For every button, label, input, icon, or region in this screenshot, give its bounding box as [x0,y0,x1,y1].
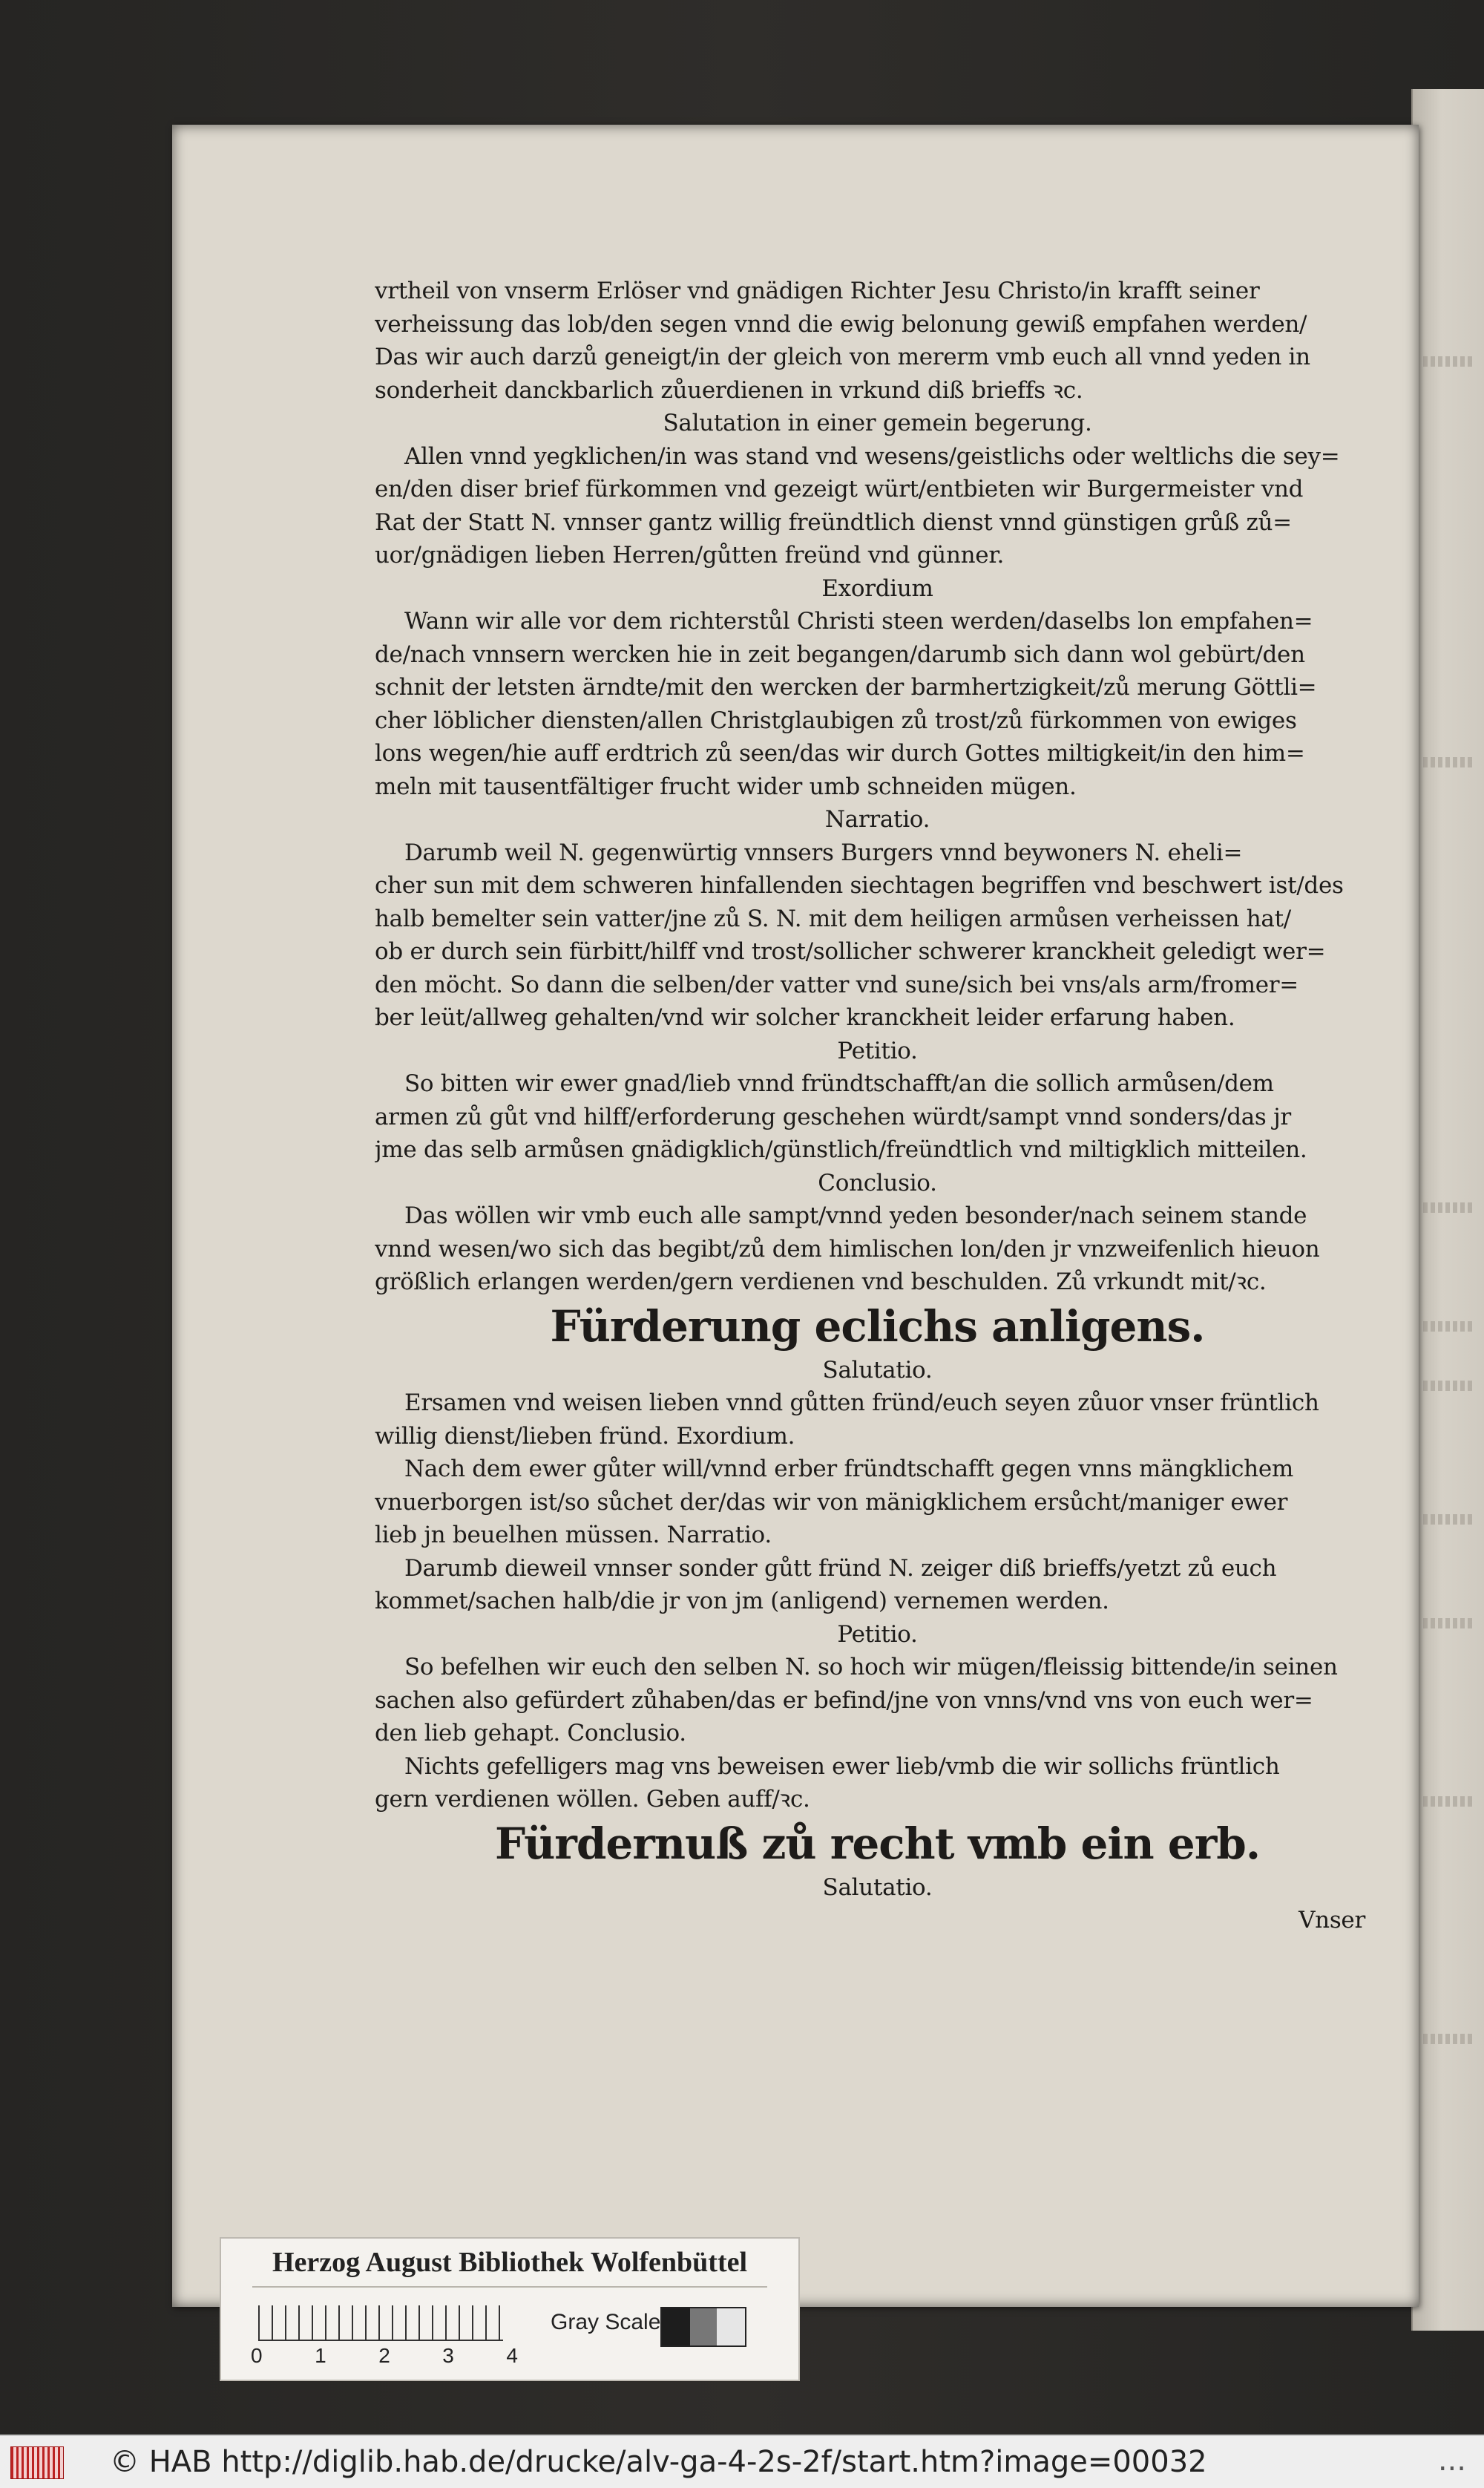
text-line: jme das selb armůsen gnädigklich/günstlich/freündtlich vnd miltigklich mitteilen. [375,1136,1307,1163]
section-label: Conclusio. [818,1169,937,1196]
catchword: Vnser [1298,1907,1365,1934]
text-line: Nichts gefelligers mag vns beweisen ewer lieb/vmb die wir sollichs früntlich [404,1752,1280,1780]
text-line: Darumb dieweil vnnser sonder gůtt fründ N. zeiger diß brieffs/yetzt zů euch [404,1554,1277,1582]
bleed-through-text [1423,1514,1475,1525]
hab-logo-icon [10,2446,64,2479]
adjacent-page-edge [1411,89,1484,2331]
bleed-through-text [1423,356,1475,367]
gray-scale-label: Gray Scale [551,2310,661,2334]
section-label: Salutation in einer gemein begerung. [663,410,1092,436]
text-line: Allen vnnd yegklichen/in was stand vnd wesens/geistlichs oder weltlichs die sey= [404,442,1340,470]
gray-scale-swatch [660,2307,746,2347]
text-line: kommet/sachen halb/die jr von jm (anligend) vernemen werden. [375,1588,1109,1614]
label-divider [252,2286,767,2288]
text-line: uor/gnädigen lieben Herren/gůtten freünd vnd günner. [375,542,1004,569]
text-line: sonderheit danckbarlich zůuerdienen in vrkund diß brieffs ꝛc. [375,376,1083,404]
text-line: lons wegen/hie auff erdtrich zů seen/das wir durch Gottes miltigkeit/in den him= [375,740,1305,767]
text-line: Nach dem ewer gůter will/vnnd erber fründtschafft gegen vnns mängklichem [404,1456,1293,1482]
ruler-numbers [251,2344,518,2368]
text-line: ber leüt/allweg gehalten/vnd wir solcher kranckheit leider erfarung haben. [375,1004,1235,1031]
library-label-card [220,2237,800,2381]
text-line: en/den diser brief fürkommen vnd gezeigt würt/entbieten wir Burgermeister vnd [375,476,1304,502]
section-label: Salutatio. [822,1873,933,1901]
bleed-through-text [1423,1321,1475,1332]
text-line: Ersamen vnd weisen lieben vnnd gůtten fründ/euch seyen zůuor vnser früntlich [404,1389,1319,1416]
text-line: vrtheil von vnserm Erlöser vnd gnädigen Richter Jesu Christo/in krafft seiner [375,278,1260,304]
text-line: den lieb gehapt. Conclusio. [375,1720,686,1746]
bleed-through-text [1423,1796,1475,1807]
text-line: verheissung das lob/den segen vnnd die ewig belonung gewiß empfahen werden/ [375,310,1307,338]
text-line: armen zů gůt vnd hilff/erforderung geschehen würdt/sampt vnnd sonders/das jr [375,1103,1291,1130]
bleed-through-text [1423,2034,1475,2044]
bleed-through-text [1423,1381,1475,1391]
ruler-number: 4 [506,2344,518,2367]
text-line: Das wöllen wir vmb euch alle sampt/vnnd yeden besonder/nach seinem stande [404,1202,1307,1229]
section-label: Salutatio. [822,1356,933,1384]
section-label: Petitio. [837,1037,918,1064]
source-url-link[interactable]: © HAB http://diglib.hab.de/drucke/alv-ga-4-2s-2f/start.htm?image=00032 [110,2445,1207,2479]
text-line: So bitten wir ewer gnad/lieb vnnd fründtschafft/an die sollich armůsen/dem [404,1070,1274,1097]
ruler-number: 0 [251,2344,263,2367]
text-line: größlich erlangen werden/gern verdienen vnd beschulden. Zů vrkundt mit/ꝛc. [375,1268,1267,1295]
scale-ruler [258,2305,503,2341]
more-options-icon[interactable]: ... [1437,2443,1466,2478]
text-line: vnnd wesen/wo sich das begibt/zů dem himlischen lon/den jr vnzweifenlich hieuon [375,1235,1320,1263]
text-line: willig dienst/lieben fründ. Exordium. [375,1422,795,1450]
text-line: cher sun mit dem schweren hinfallenden siechtagen begriffen vnd beschwert ist/des [375,872,1344,899]
status-bar [0,2435,1484,2488]
text-line: Wann wir alle vor dem richterstůl Christi steen werden/daselbs lon empfahen= [404,608,1313,635]
text-line: lieb jn beuelhen müssen. Narratio. [375,1522,772,1548]
ruler-number: 3 [442,2344,454,2367]
text-line: sachen also gefürdert zůhaben/das er befind/jne von vnns/vnd vns von euch wer= [375,1686,1313,1714]
text-line: meln mit tausentfältiger frucht wider umb schneiden mügen. [375,773,1077,800]
text-line: Rat der Statt N. vnnser gantz willig freündtlich dienst vnnd günstigen grůß zů= [375,508,1292,536]
section-heading: Fürderung eclichs anligens. [550,1300,1205,1352]
ruler-number: 1 [315,2344,326,2367]
ruler-number: 2 [378,2344,390,2367]
text-line: ob er durch sein fürbitt/hilff vnd trost/sollicher schwerer kranckheit geledigt wer= [375,938,1326,965]
text-line: schnit der letsten ärndte/mit den wercken der barmhertzigkeit/zů merung Göttli= [375,674,1317,701]
text-line: So befelhen wir euch den selben N. so hoch wir mügen/fleissig bittende/in seinen [404,1654,1338,1680]
section-heading: Fürdernuß zů recht vmb ein erb. [494,1818,1261,1869]
text-line: Darumb weil N. gegenwürtig vnnsers Burgers vnnd beywoners N. eheli= [404,839,1243,866]
text-line: den möcht. So dann die selben/der vatter vnd sune/sich bei vns/als arm/fromer= [375,971,1298,998]
text-line: halb bemelter sein vatter/jne zů S. N. mit dem heiligen armůsen verheissen hat/ [375,905,1291,932]
section-label: Exordium [821,574,933,602]
library-name: Herzog August Bibliothek Wolfenbüttel [272,2247,748,2278]
text-line: cher löblicher diensten/allen Christglaubigen zů trost/zů fürkommen von ewiges [375,707,1297,734]
text-line: Das wir auch darzů geneigt/in der gleich von mererm vmb euch all vnnd yeden in [375,344,1310,370]
text-line: gern verdienen wöllen. Geben auff/ꝛc. [375,1786,810,1813]
section-label: Petitio. [837,1620,918,1648]
page-text [375,275,1380,1937]
bleed-through-text [1423,1618,1475,1628]
section-label: Narratio. [824,806,930,833]
bleed-through-text [1423,1202,1475,1213]
text-line: de/nach vnnsern wercken hie in zeit begangen/darumb sich dann wol gebürt/den [375,641,1305,668]
bleed-through-text [1423,757,1475,767]
text-line: vnuerborgen ist/so sůchet der/das wir von mänigklichem ersůcht/maniger ewer [375,1488,1288,1516]
